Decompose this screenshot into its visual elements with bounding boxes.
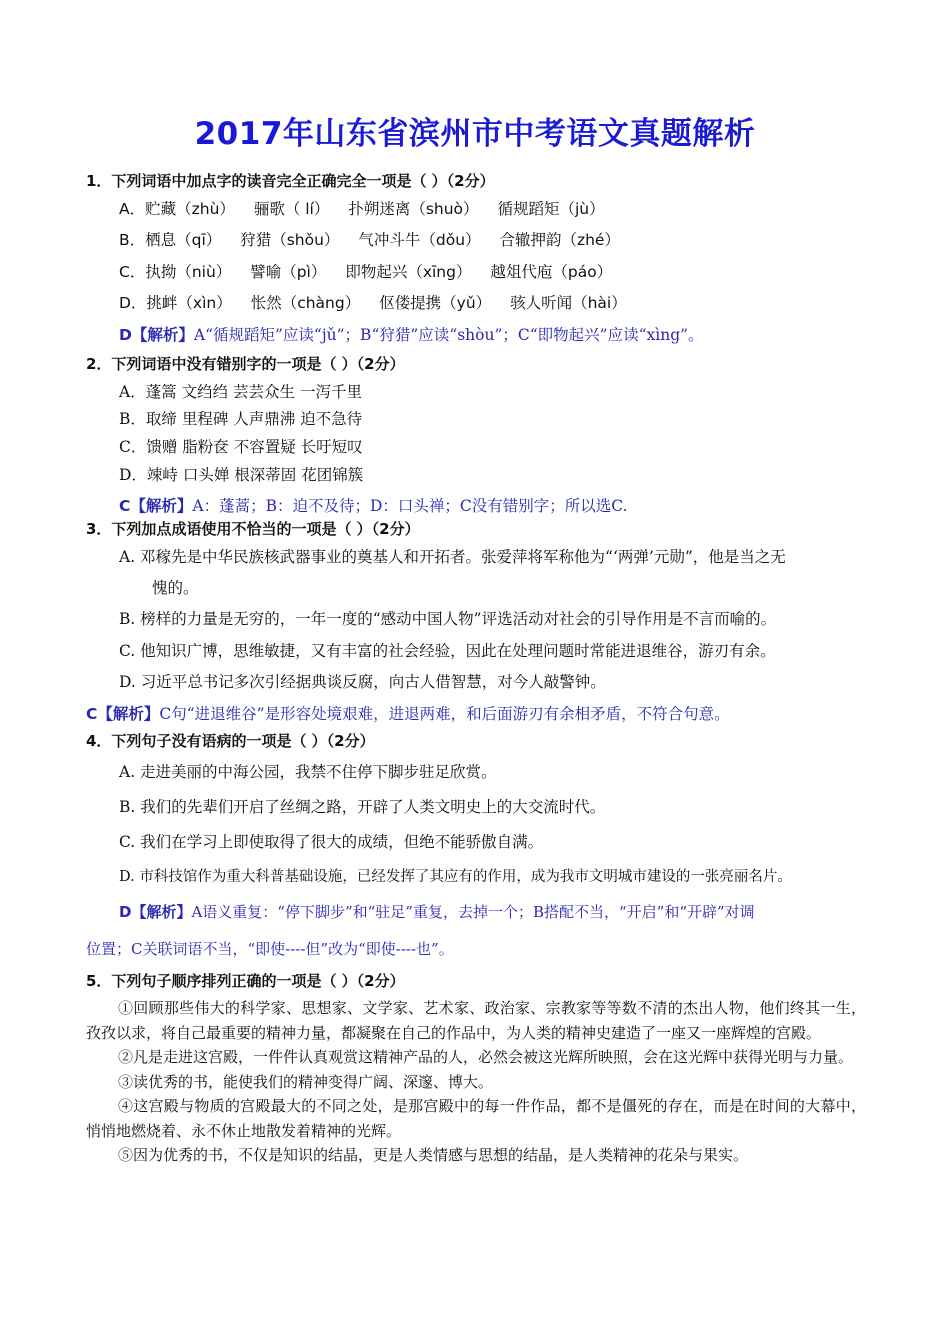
question-4-option-a: A. 走进美丽的中海公园，我禁不住停下脚步驻足欣赏。: [119, 763, 497, 781]
question-3-option-a: A. 邓稼先是中华民族核武器事业的奠基人和开拓者。张爱萍将军称他为“‘两弹’元勋”，他是当之无: [119, 548, 786, 566]
option-term: 循规蹈矩（jù）: [497, 200, 605, 218]
sentence-2: ②凡是走进这宫殿，一件件认真观赏这精神产品的人，必然会被这光辉所映照，会在这光辉中获得光明与力量。: [118, 1048, 854, 1066]
sentence-1: ①回顾那些伟大的科学家、思想家、文学家、艺术家、政治家、宗教家等等数不清的杰出人物，他们终其一生，孜孜以求，将自己最重要的精神力量，都凝聚在自己的作品中，为人类的精神史建造了一座又一座辉煌的宫殿。: [86, 999, 866, 1042]
analysis-label: C【解析】: [119, 497, 193, 515]
option-term: 骇人听闻（hài）: [510, 294, 627, 312]
question-3-stem: 3．下列加点成语使用不恰当的一项是（ ）（2分）: [86, 520, 420, 538]
analysis-text: A语义重复：“停下脚步”和“驻足”重复，去掉一个；B搭配不当，“开启”和“开辟”对调: [191, 903, 755, 921]
question-4-analysis-cont: 位置；C关联词语不当，“即使----但”改为“即使----也”。: [86, 940, 454, 958]
analysis-text: C句“进退维谷”是形容处境艰难，进退两难，和后面游刃有余相矛盾，不符合句意。: [159, 705, 730, 723]
question-2-option-d: D．竦峙 口头婵 根深蒂固 花团锦簇: [119, 466, 364, 484]
question-2-option-a: A．蓬篙 文绉绉 芸芸众生 一泻千里: [119, 383, 362, 401]
analysis-label: C【解析】: [86, 705, 160, 723]
question-2-analysis: [119, 495, 628, 517]
sentence-3: ③读优秀的书，能使我们的精神变得广阔、深邃、博大。: [118, 1072, 494, 1091]
analysis-text: A：蓬蒿；B：迫不及待；D：口头禅；C没有错别字；所以选C.: [192, 497, 628, 515]
option-term: 狩猎（shǒu）: [240, 231, 340, 249]
question-3-option-d: D. 习近平总书记多次引经据典谈反腐，向古人借智慧，对今人敲警钟。: [119, 673, 606, 691]
option-term: 譬喻（pì）: [250, 263, 327, 281]
question-1-stem: 1．下列词语中加点字的读音完全正确完全一项是（ ）（2分）: [86, 172, 495, 190]
question-4-option-b: B. 我们的先辈们开启了丝绸之路，开辟了人类文明史上的大交流时代。: [119, 798, 606, 816]
analysis-text: A“循规蹈矩”应读“jǔ”；B“狩猎”应读“shòu”；C“即物起兴”应读“xìng”。: [193, 326, 704, 344]
question-2-option-b: B．取缔 里程碑 人声鼎沸 迫不急待: [119, 410, 363, 428]
question-3-option-a-cont: 愧的。: [152, 579, 199, 597]
question-4-option-d: D. 市科技馆作为重大科普基础设施，已经发挥了其应有的作用，成为我市文明城市建设的一张亮丽名片。: [119, 869, 792, 885]
option-term: 气冲斗牛（dǒu）: [358, 231, 481, 249]
option-term: D．挑衅（xìn）: [119, 294, 232, 312]
question-3-analysis: [86, 703, 730, 725]
option-term: 扑朔迷离（shuò）: [348, 200, 479, 218]
question-2-option-c: C．馈赠 脂粉奁 不容置疑 长吁短叹: [119, 438, 363, 456]
question-3-option-b: B. 榜样的力量是无穷的，一年一度的“感动中国人物”评选活动对社会的引导作用是不言而喻的。: [119, 610, 777, 628]
question-4-stem: 4．下列句子没有语病的一项是（ ）（2分）: [86, 732, 375, 750]
sentence-4: ④这宫殿与物质的宫殿最大的不同之处，是那宫殿中的每一件作品，都不是僵死的存在，而是在时间的大幕中，悄悄地燃烧着、永不休止地散发着精神的光辉。: [86, 1097, 866, 1140]
option-term: 越俎代庖（páo）: [490, 263, 613, 281]
option-term: C．执拗（niù）: [119, 263, 232, 281]
question-1-option-a: [119, 198, 605, 220]
question-5-stem: 5．下列句子顺序排列正确的一项是（ ）（2分）: [86, 972, 405, 990]
question-1-analysis: [119, 324, 704, 346]
question-4-analysis: [119, 901, 755, 923]
question-4-option-c: C. 我们在学习上即使取得了很大的成绩，但绝不能骄傲自满。: [119, 833, 544, 851]
question-1-option-c: [119, 261, 612, 283]
question-5-passage: [86, 996, 866, 1168]
option-term: 伛偻提携（yǔ）: [379, 294, 492, 312]
option-term: 合辙押韵（zhé）: [499, 231, 620, 249]
question-1-option-d: [119, 292, 627, 314]
option-term: 即物起兴（xīng）: [345, 263, 472, 281]
sentence-5: ⑤因为优秀的书，不仅是知识的结晶，更是人类情感与思想的结晶，是人类精神的花朵与果实。: [118, 1146, 749, 1164]
question-1-option-b: [119, 229, 620, 251]
option-term: B．栖息（qī）: [119, 231, 222, 249]
question-2-stem: 2．下列词语中没有错别字的一项是（ ）（2分）: [86, 355, 405, 373]
option-term: 怅然（chàng）: [250, 294, 361, 312]
analysis-label: D【解析】: [119, 903, 192, 921]
page-title: 2017年山东省滨州市中考语文真题解析: [194, 116, 756, 152]
analysis-label: D【解析】: [119, 326, 194, 344]
option-term: 骊歌（ lí）: [253, 200, 330, 218]
option-term: A．贮藏（zhù）: [119, 200, 235, 218]
question-3-option-c: C. 他知识广博，思维敏捷，又有丰富的社会经验，因此在处理问题时常能进退维谷，游刃有余。: [119, 642, 776, 660]
